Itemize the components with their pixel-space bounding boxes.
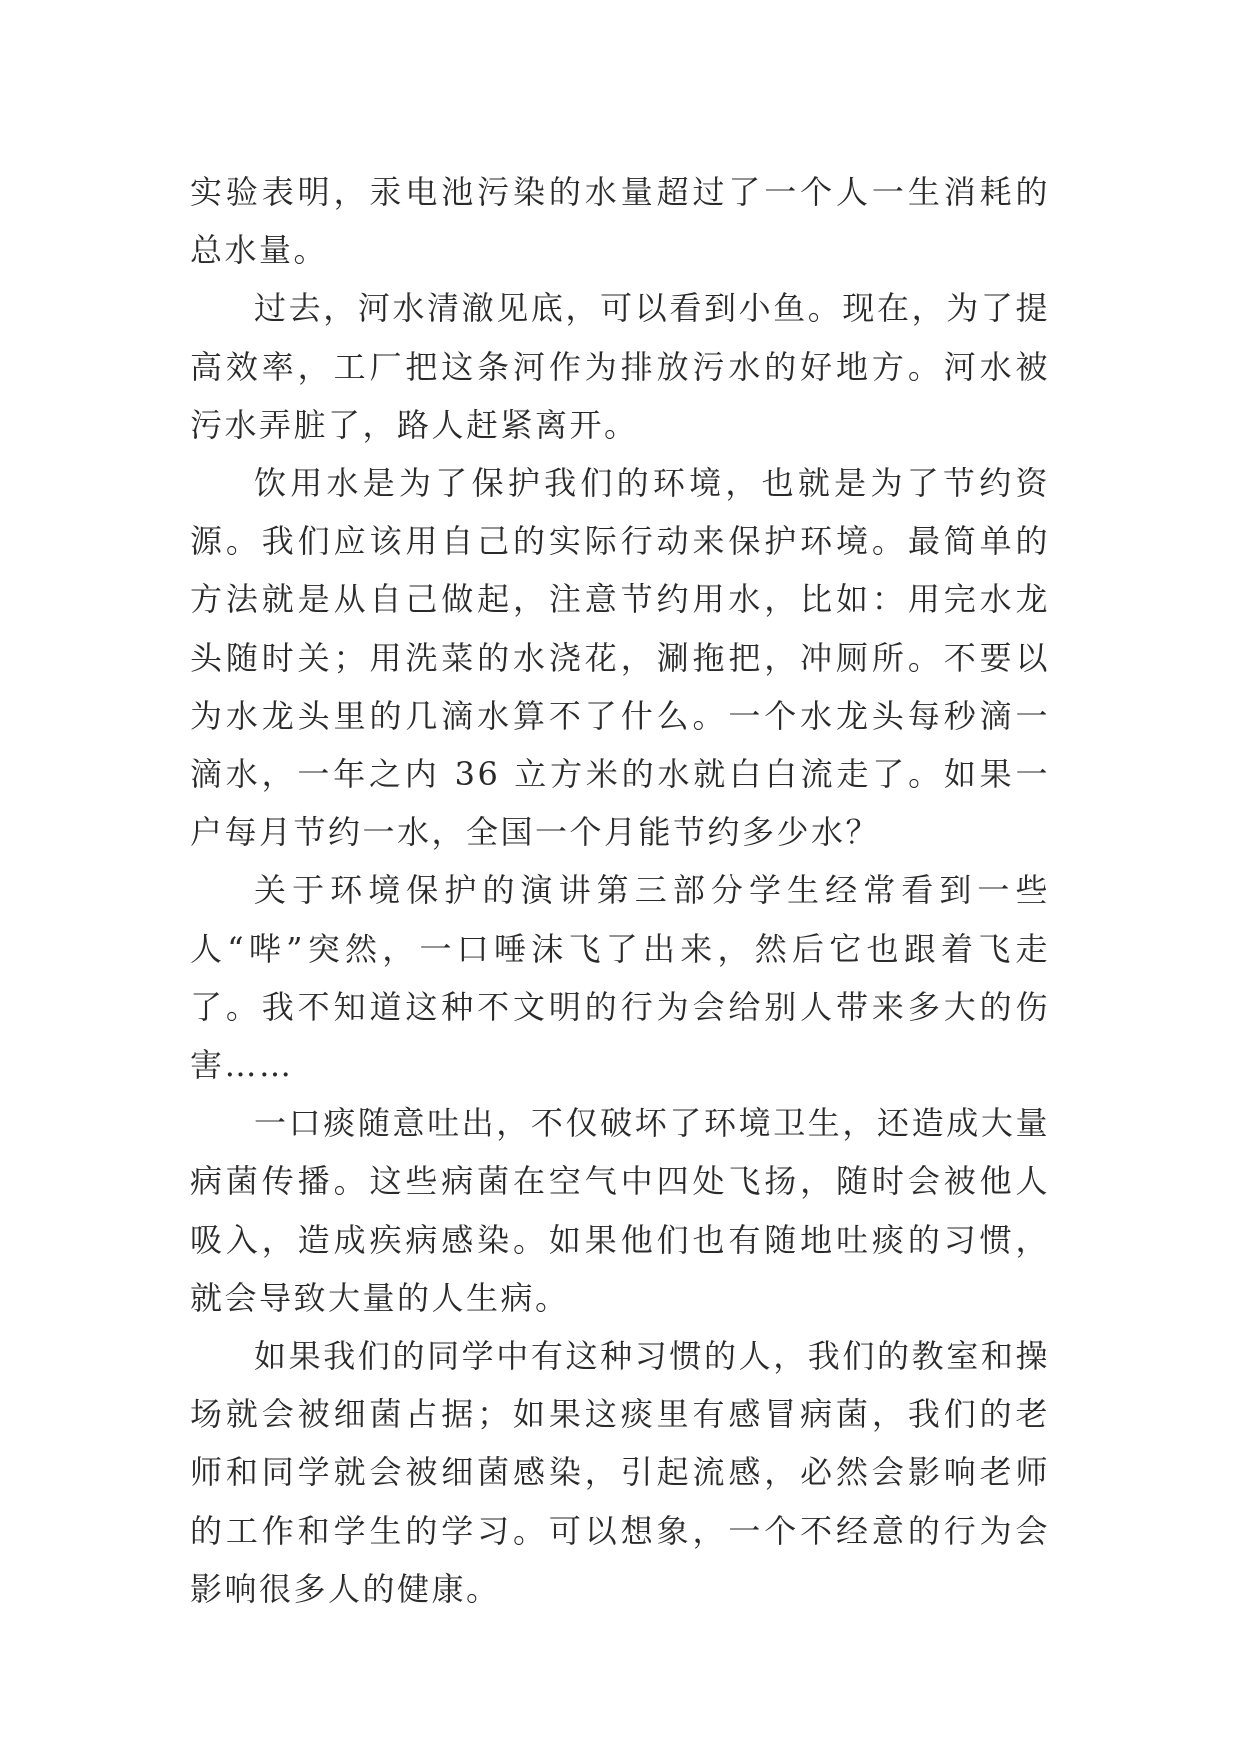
paragraph-6: 如果我们的同学中有这种习惯的人，我们的教室和操场就会被细菌占据；如果这痰里有感冒病菌，我们的老师和同学就会被细菌感染，引起流感，必然会影响老师的工作和学生的学习。可以想象，一个不经意的行为会影响很多人的健康。 xyxy=(190,1337,1050,1608)
document-body xyxy=(190,163,1050,1618)
paragraph-1: 实验表明，汞电池污染的水量超过了一个人一生消耗的总水量。 xyxy=(190,173,1050,270)
paragraph-2: 过去，河水清澈见底，可以看到小鱼。现在，为了提高效率，工厂把这条河作为排放污水的好地方。河水被污水弄脏了，路人赶紧离开。 xyxy=(190,289,1050,444)
paragraph-5: 一口痰随意吐出，不仅破坏了环境卫生，还造成大量病菌传播。这些病菌在空气中四处飞扬，随时会被他人吸入，造成疾病感染。如果他们也有随地吐痰的习惯，就会导致大量的人生病。 xyxy=(190,1104,1050,1317)
paragraph-3: 饮用水是为了保护我们的环境，也就是为了节约资源。我们应该用自己的实际行动来保护环境。最简单的方法就是从自己做起，注意节约用水，比如：用完水龙头随时关；用洗菜的水浇花，涮拖把，冲厕所。不要以为水龙头里的几滴水算不了什么。一个水龙头每秒滴一滴水，一年之内 36 立方米的水就白白流走了。如果一户每月节约一水，全国一个月能节约多少水？ xyxy=(190,464,1050,852)
paragraph-4: 关于环境保护的演讲第三部分学生经常看到一些人“哔”突然，一口唾沫飞了出来，然后它也跟着飞走了。我不知道这种不文明的行为会给别人带来多大的伤害…… xyxy=(190,871,1050,1085)
